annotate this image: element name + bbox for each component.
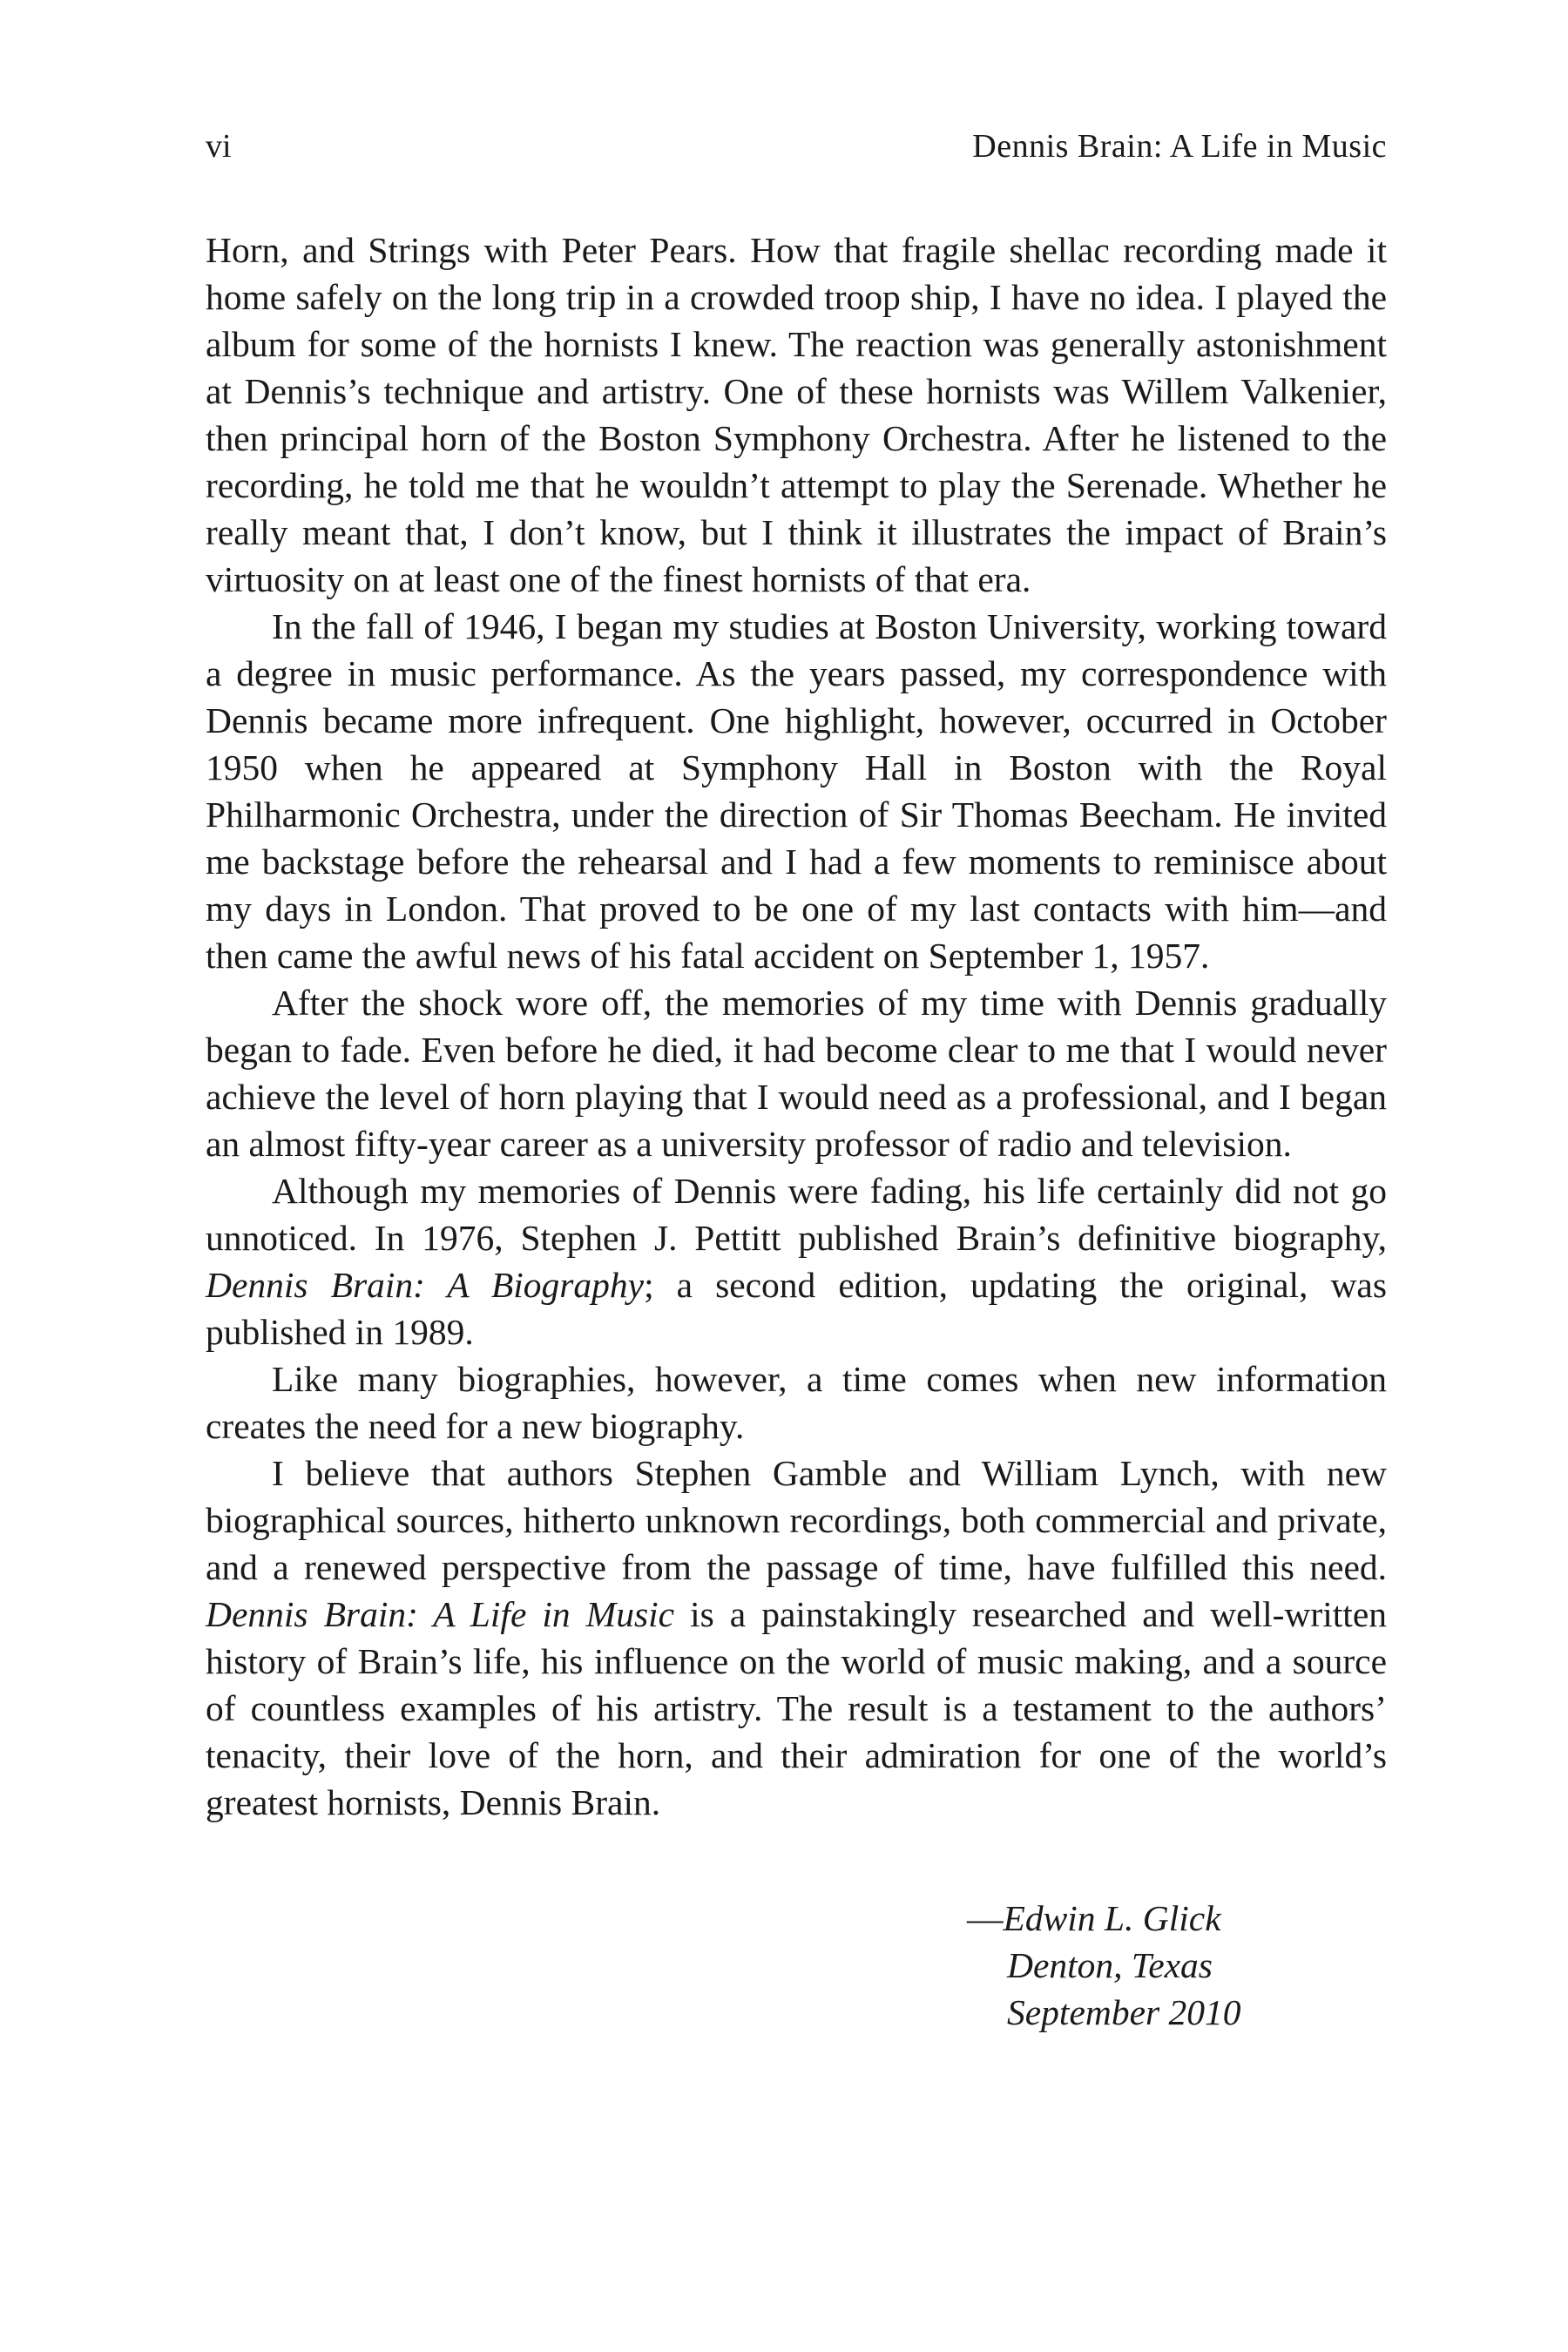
- paragraph-2: [206, 603, 1387, 979]
- paragraph-3: [206, 979, 1387, 1167]
- paragraph-6: [206, 1450, 1387, 1826]
- paragraph-4-text-end: ; a second edition, updating the original, was published in 1989.: [206, 1265, 1387, 1352]
- paragraph-2-text: In the fall of 1946, I began my studies at Boston University, working toward a degree in music performance. As the years passed, my correspondence with Dennis became more infrequent. One highlight, however, occurred in October 1950 when he appeared at Symphony Hall in Boston with the Royal Philharmonic Orchestra, under the direction of Sir Thomas Beecham. He invited me backstage before the rehearsal and I had a few moments to reminisce about my days in London. That proved to be one of my last contacts with him—and then came the awful news of his fatal accident on September 1, 1957.: [206, 606, 1387, 976]
- paragraph-3-text: After the shock wore off, the memories of my time with Dennis gradually began to fade. Even before he died, it had become clear to me that I would never achieve the level of horn playing that I would need as a professional, and I began an almost fifty-year career as a university professor of radio and television.: [206, 983, 1387, 1164]
- paragraph-5-text: Like many biographies, however, a time comes when new information creates the need for a new biography.: [206, 1359, 1387, 1446]
- author-name: Edwin L. Glick: [1003, 1898, 1221, 1938]
- running-title: Dennis Brain: A Life in Music: [972, 128, 1387, 165]
- body-text: [206, 226, 1387, 1826]
- running-head: [206, 120, 1387, 172]
- paragraph-4-text-start: Although my memories of Dennis were fading, his life certainly did not go unnoticed. In 1976, Stephen J. Pettitt published Brain’s definitive biography,: [206, 1171, 1387, 1258]
- paragraph-1-text: Horn, and Strings with Peter Pears. How that fragile shellac recording made it home safely on the long trip in a crowded troop ship, I have no idea. I played the album for some of the hornists I knew. The reaction was generally astonishment at Dennis’s technique and artistry. One of these hornists was Willem Valkenier, then principal horn of the Boston Symphony Orchestra. After he listened to the recording, he told me that he wouldn’t attempt to play the Serenade. Whether he really meant that, I don’t know, but I think it illustrates the impact of Brain’s virtuosity on at least one of the finest hornists of that era.: [206, 230, 1387, 599]
- signature-block: [967, 1895, 1241, 2036]
- em-dash: —: [967, 1898, 1004, 1938]
- page-number: vi: [206, 128, 232, 165]
- paragraph-6-text-end: is a painstakingly researched and well-written history of Brain’s life, his influence on the world of music making, and a source of countless examples of his artistry. The result is a testament to the authors’ tenacity, their love of the horn, and their admiration for one of the world’s greatest hornists, Dennis Brain.: [206, 1594, 1387, 1822]
- book-title-italic: Dennis Brain: A Life in Music: [206, 1594, 675, 1634]
- signature-date: September 2010: [1007, 1992, 1241, 2032]
- paragraph-6-text-start: I believe that authors Stephen Gamble and William Lynch, with new biographical sources, hitherto unknown recordings, both commercial and private, and a renewed perspective from the passage of time, have fulfilled this need.: [206, 1453, 1387, 1587]
- signature-name-line: [967, 1895, 1241, 1942]
- paragraph-1: [206, 226, 1387, 603]
- paragraph-4: [206, 1167, 1387, 1355]
- book-title-italic: Dennis Brain: A Biography: [206, 1265, 645, 1305]
- paragraph-5: [206, 1355, 1387, 1450]
- signature-place: Denton, Texas: [1007, 1945, 1213, 1985]
